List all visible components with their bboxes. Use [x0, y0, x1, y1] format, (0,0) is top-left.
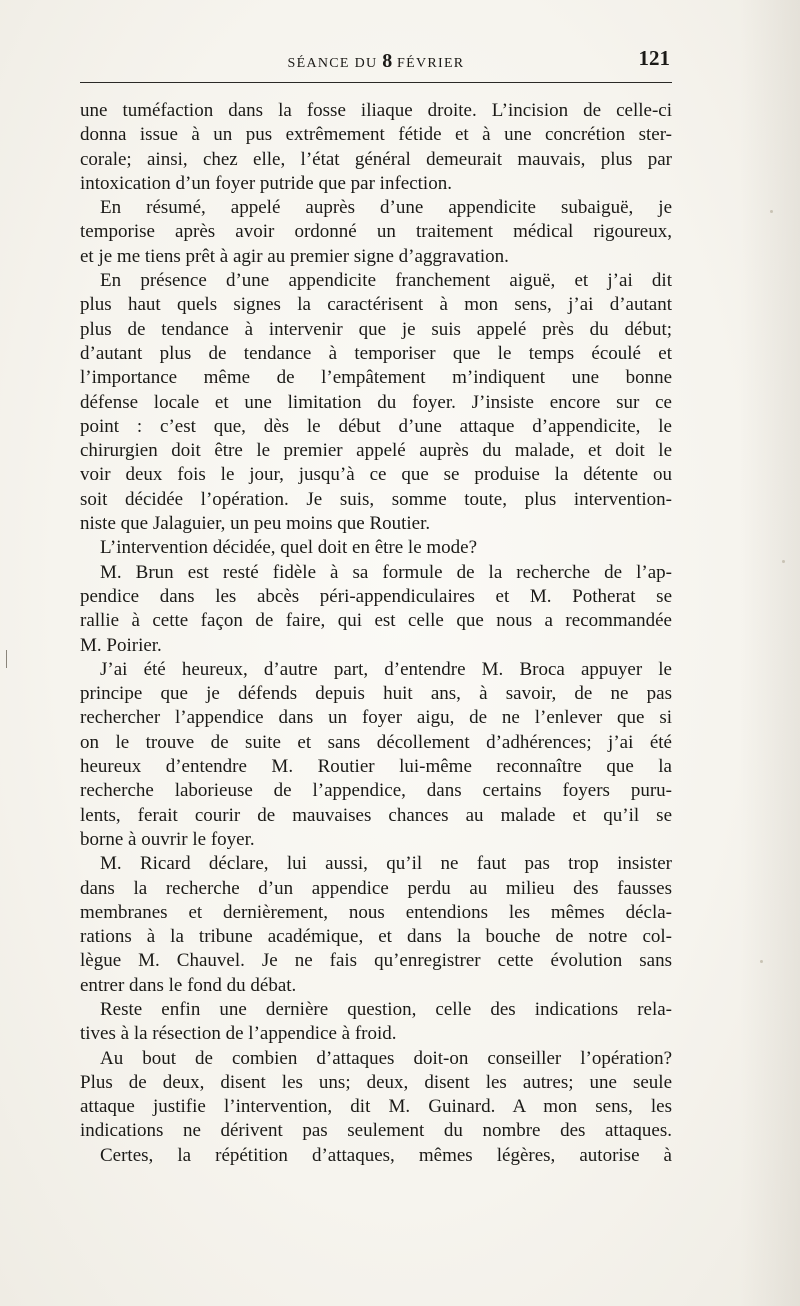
running-title	[80, 50, 672, 73]
text-line: on le trouve de suite et sans décollement d’adhérences; j’ai été	[80, 731, 672, 753]
text-line: tives à la résection de l’appendice à froid.	[80, 1023, 397, 1045]
running-title-prefix: SÉANCE DU	[287, 56, 383, 71]
text-line: En résumé, appelé auprès d’une appendicite subaiguë, je	[100, 197, 672, 219]
running-header	[80, 44, 672, 78]
text-line: Certes, la répétition d’attaques, mêmes légères, autorise à	[100, 1144, 672, 1166]
text-line: temporise après avoir ordonné un traitement médical rigoureux,	[80, 221, 672, 243]
text-line: entrer dans le fond du débat.	[80, 974, 297, 996]
text-line: lents, ferait courir de mauvaises chances au malade et qu’il se	[80, 804, 672, 826]
text-line: heureux d’entendre M. Routier lui-même reconnaître que la	[80, 756, 672, 778]
margin-mark	[6, 650, 7, 668]
text-line: soit décidée l’opération. Je suis, somme toute, plus intervention-	[80, 488, 672, 510]
text-line: recherche laborieuse de l’appendice, dans certains foyers puru-	[80, 780, 672, 802]
text-line: plus haut quels signes la caractérisent à mon sens, j’ai d’autant	[80, 294, 672, 316]
text-line: une tuméfaction dans la fosse iliaque droite. L’incision de celle-ci	[80, 100, 672, 121]
text-line: rallie à cette façon de faire, qui est celle que nous a recommandée	[80, 610, 672, 632]
text-line: défense locale et une limitation du foyer. J’insiste encore sur ce	[80, 391, 672, 413]
text-line: voir deux fois le jour, jusqu’à ce que se produise la détente ou	[80, 464, 672, 486]
text-line: M. Brun est resté fidèle à sa formule de la recherche de l’ap-	[100, 561, 672, 583]
paper-speck	[760, 960, 763, 963]
text-line: rechercher l’appendice dans un foyer aigu, de ne l’enlever que si	[80, 707, 672, 729]
text-line: principe que je défends depuis huit ans, à savoir, de ne pas	[80, 683, 672, 705]
paper-speck	[770, 210, 773, 213]
text-line: intoxication d’un foyer putride que par infection.	[80, 172, 452, 194]
text-line: M. Poirier.	[80, 634, 162, 656]
page-number: 121	[638, 46, 670, 70]
text-line: l’importance même de l’empâtement m’indiquent une bonne	[80, 367, 672, 389]
text-line: d’autant plus de tendance à temporiser que le temps écoulé et	[80, 342, 672, 364]
text-line: indications ne dérivent pas seulement du nombre des attaques.	[80, 1120, 672, 1142]
header-rule	[80, 82, 672, 83]
text-line: attaque justifie l’intervention, dit M. Guinard. A mon sens, les	[80, 1096, 672, 1118]
text-line: rations à la tribune académique, et dans la bouche de notre col-	[80, 926, 672, 948]
text-line: membranes et dernièrement, nous entendions les mêmes décla-	[80, 901, 672, 923]
paper-speck	[782, 560, 785, 563]
text-line: Reste enfin une dernière question, celle des indications rela-	[100, 998, 672, 1020]
text-line: En présence d’une appendicite franchement aiguë, et j’ai dit	[100, 270, 672, 292]
text-line: niste que Jalaguier, un peu moins que Routier.	[80, 513, 431, 535]
running-title-suffix: FÉVRIER	[392, 56, 465, 71]
text-line: dans la recherche d’un appendice perdu au milieu des fausses	[80, 877, 672, 899]
text-line: L’intervention décidée, quel doit en être le mode?	[100, 537, 478, 559]
body-text	[80, 99, 672, 1168]
text-line: lègue M. Chauvel. Je ne fais qu’enregistrer cette évolution sans	[80, 950, 672, 972]
text-line: plus de tendance à intervenir que je suis appelé près du début;	[80, 318, 672, 340]
text-line: Plus de deux, disent les uns; deux, disent les autres; une seule	[80, 1071, 672, 1093]
running-title-number: 8	[382, 50, 393, 72]
text-line: et je me tiens prêt à agir au premier signe d’aggravation.	[80, 245, 509, 267]
text-line: Au bout de combien d’attaques doit-on conseiller l’opération?	[100, 1047, 672, 1069]
text-line: point : c’est que, dès le début d’une attaque d’appendicite, le	[80, 415, 672, 437]
text-line: chirurgien doit être le premier appelé auprès du malade, et doit le	[80, 440, 672, 462]
text-line: corale; ainsi, chez elle, l’état général demeurait mauvais, plus par	[80, 148, 672, 170]
text-line: pendice dans les abcès péri-appendiculaires et M. Potherat se	[80, 585, 672, 607]
text-line: borne à ouvrir le foyer.	[80, 828, 255, 850]
page-edge-shadow	[740, 0, 800, 1306]
text-line: J’ai été heureux, d’autre part, d’entendre M. Broca appuyer le	[100, 658, 672, 680]
text-line: M. Ricard déclare, lui aussi, qu’il ne faut pas trop insister	[100, 853, 672, 875]
text-line: donna issue à un pus extrêmement fétide et à une concrétion ster-	[80, 124, 672, 146]
